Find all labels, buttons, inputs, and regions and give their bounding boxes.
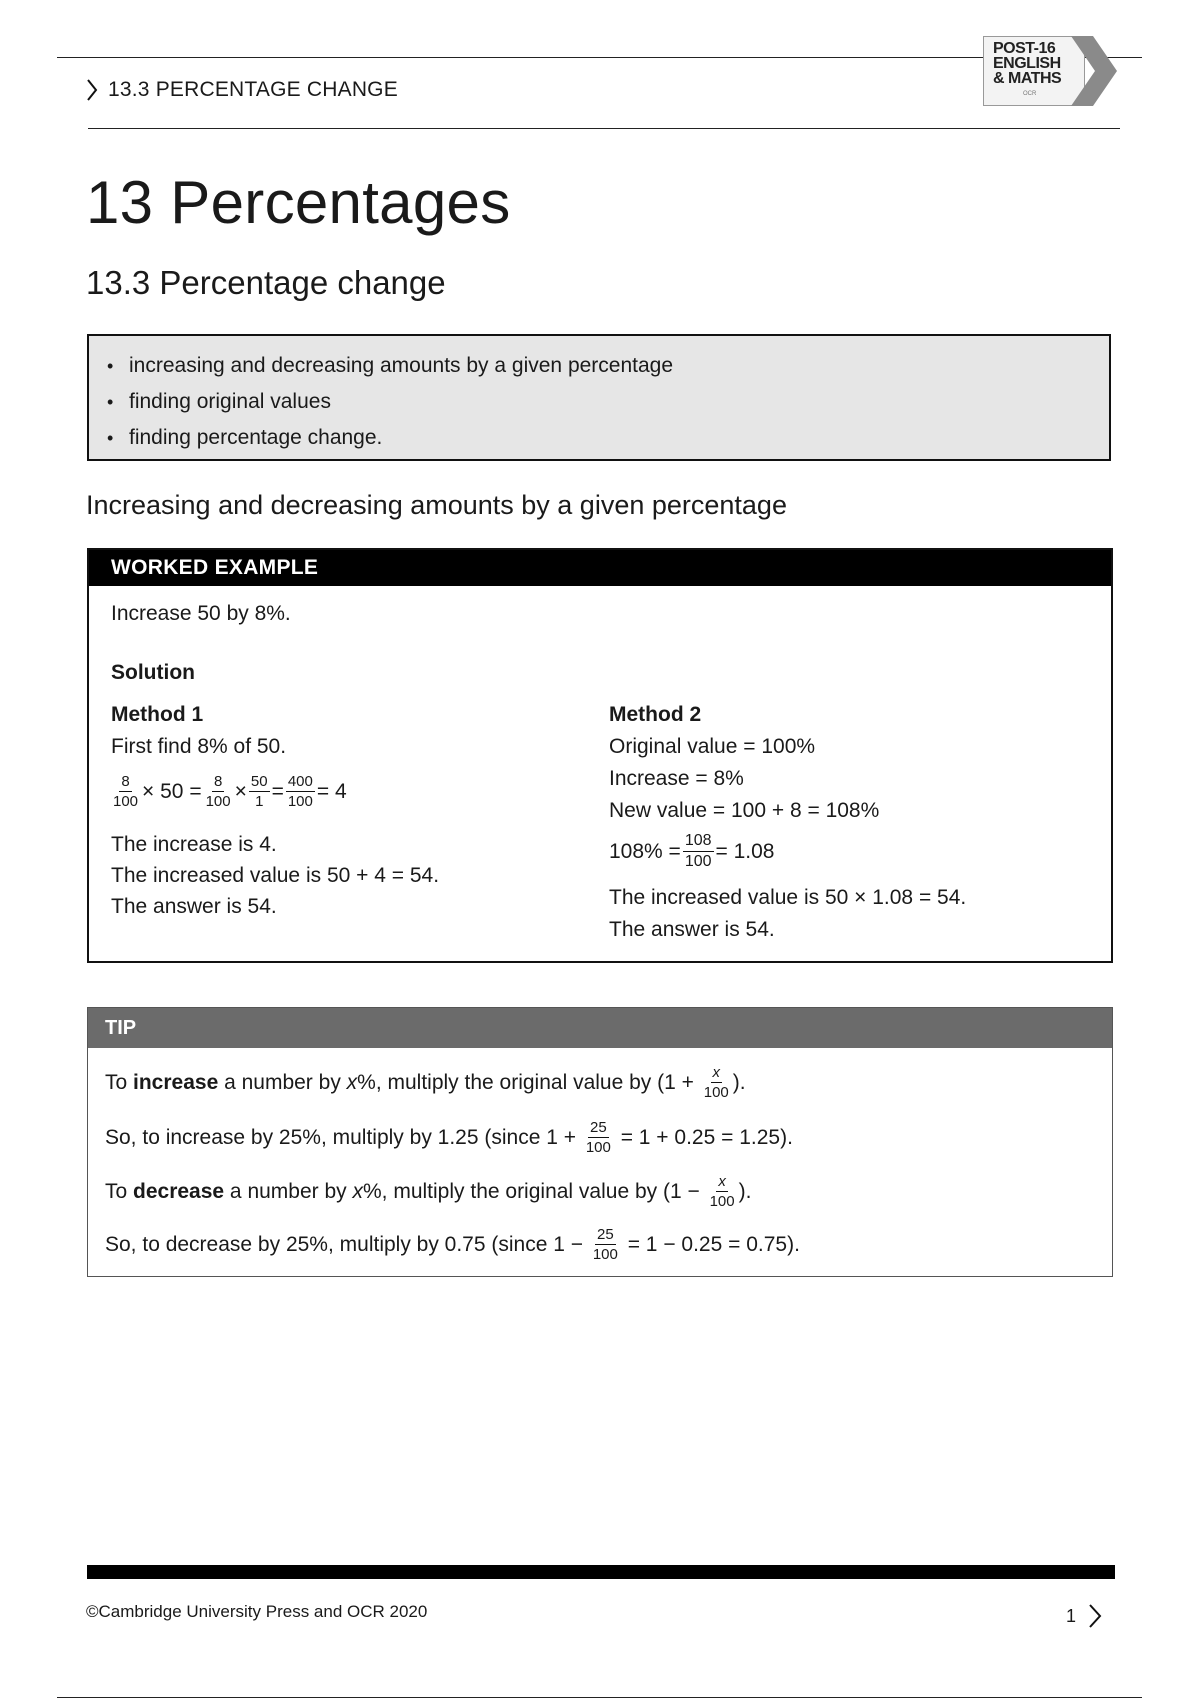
worked-example-heading: WORKED EXAMPLE [89,550,1111,586]
header-rule [88,128,1120,129]
page-number-nav[interactable] [1066,1603,1102,1629]
method2-line4: The increased value is 50 × 1.08 = 54. [609,886,967,909]
method1-equation: $\frac{8}{100}$ × 50 = $\frac{8}{100}$ × $\frac{50}{1}$ = $\frac{400}{100}$ = 4 [113,773,347,810]
breadcrumb-label: 13.3 PERCENTAGE CHANGE [108,78,398,101]
bottom-rule [57,1697,1142,1698]
method2-line1: Original value = 100% [609,735,816,758]
tip-line3: To decrease a number by x %, multiply the original value by (1 − $\frac{x}{100}$ ). [105,1173,752,1210]
method2-line5: The answer is 54. [609,918,775,941]
objective-item: • finding original values [107,384,1109,420]
tip-line1: To increase a number by x %, multiply the original value by (1 + $\frac{x}{100}$ ). [105,1064,746,1101]
objective-item: • increasing and decreasing amounts by a given percentage [107,348,1109,384]
tip-line2: So, to increase by 25%, multiply by 1.25 (since 1 + $\frac{25}{100}$ = 1 + 0.25 = 1.25). [105,1119,793,1156]
chevron-right-icon [86,78,98,102]
method1-line1: First find 8% of 50. [111,735,287,758]
method2-line2: Increase = 8% [609,767,744,790]
question: Increase 50 by 8%. [111,602,291,625]
page-number: 1 [1066,1605,1077,1626]
footer-bar [87,1565,1115,1579]
objective-item: • finding percentage change. [107,420,1109,456]
tip-box [87,1007,1113,1277]
method2-equation: 108% = $\frac{108}{100}$ = 1.08 [609,832,775,870]
method1-line2: The increase is 4. [111,833,277,856]
method1-line4: The answer is 54. [111,895,277,918]
section-title: 13.3 Percentage change [86,264,446,301]
subheading: Increasing and decreasing amounts by a given percentage [86,490,787,520]
worked-example-box [87,548,1113,963]
method1-line3: The increased value is 50 + 4 = 54. [111,864,440,887]
objectives-box [87,334,1111,461]
logo-arrow-icon [1071,36,1121,106]
method1-title: Method 1 [111,703,204,726]
top-rule [57,57,1142,58]
tip-heading: TIP [88,1008,1112,1048]
post16-logo: POST-16 ENGLISH & MATHS OCR [983,36,1123,106]
next-page-icon[interactable] [1088,1603,1102,1629]
tip-line4: So, to decrease by 25%, multiply by 0.75 (since 1 − $\frac{25}{100}$ = 1 − 0.25 = 0.75). [105,1226,800,1263]
breadcrumb[interactable] [86,78,398,102]
solution-label: Solution [111,661,195,684]
copyright: ©Cambridge University Press and OCR 2020 [86,1602,428,1621]
method2-title: Method 2 [609,703,702,726]
chapter-title: 13 Percentages [86,169,511,236]
method2-line3: New value = 100 + 8 = 108% [609,799,880,822]
